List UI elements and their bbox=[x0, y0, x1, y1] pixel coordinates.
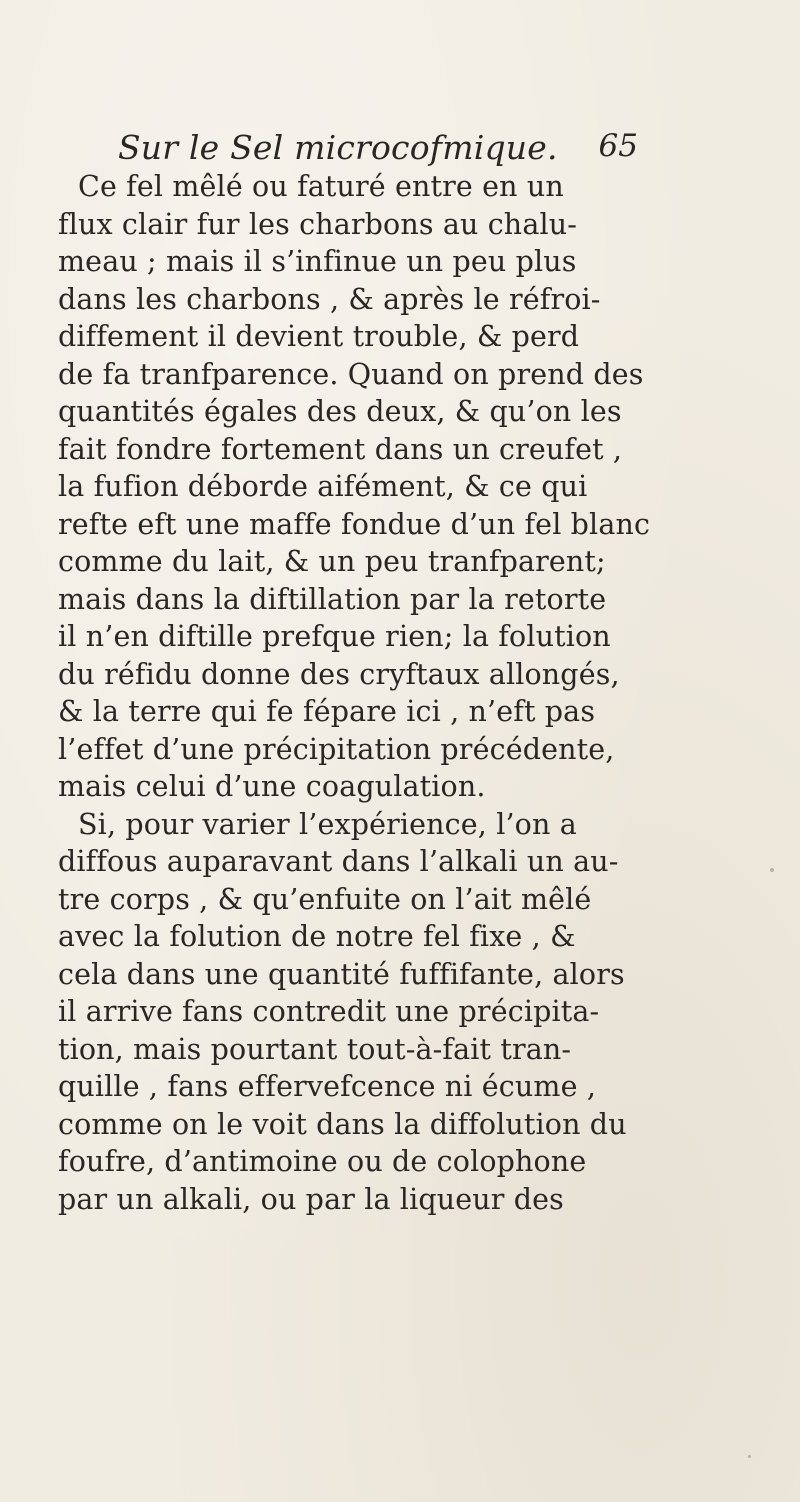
text-line: comme on le voit dans la diffolution du bbox=[58, 1107, 627, 1141]
text-line: comme du lait, & un peu tranfparent; bbox=[58, 545, 606, 578]
text-line: Ce fel mêlé ou faturé entre en un bbox=[78, 170, 564, 203]
text-line: tion, mais pourtant tout-à-fait tran- bbox=[58, 1032, 572, 1066]
text-line: flux clair fur les charbons au chalu- bbox=[58, 207, 578, 241]
text-line: quille , fans effervefcence ni écume , bbox=[58, 1070, 597, 1103]
text-line: mais dans la diftillation par la retorte bbox=[58, 582, 607, 616]
text-line: par un alkali, ou par la liqueur des bbox=[58, 1182, 564, 1216]
text-line: tre corps , & qu’enfuite on l’ait mêlé bbox=[58, 882, 592, 916]
text-line: foufre, d’antimoine ou de colophone bbox=[58, 1145, 587, 1178]
text-line: cela dans une quantité fuffifante, alors bbox=[58, 957, 625, 991]
text-line: quantités égales des deux, & qu’on les bbox=[58, 395, 622, 428]
text-line: diffous auparavant dans l’alkali un au- bbox=[58, 845, 619, 878]
text-line: il arrive fans contredit une précipita- bbox=[58, 995, 600, 1028]
running-title: Sur le Sel microcofmique. bbox=[118, 128, 558, 167]
text-line: fait fondre fortement dans un creufet , bbox=[58, 432, 623, 466]
text-line: mais celui d’une coagulation. bbox=[58, 770, 486, 803]
page-header bbox=[118, 128, 638, 172]
paper-speck bbox=[748, 1455, 751, 1458]
text-line: dans les charbons , & après le réfroi- bbox=[58, 282, 601, 316]
text-line: refte eft une maffe fondue d’un fel blanc bbox=[58, 507, 651, 541]
text-line: l’effet d’une précipitation précédente, bbox=[58, 732, 615, 766]
text-line: de fa tranfparence. Quand on prend des bbox=[58, 357, 644, 391]
body-text bbox=[58, 168, 758, 1218]
text-line: diffement il devient trouble, & perd bbox=[58, 320, 580, 353]
text-line: la fufion déborde aifément, & ce qui bbox=[58, 470, 588, 503]
text-line: du réfidu donne des cryftaux allongés, bbox=[58, 657, 620, 691]
text-line: Si, pour varier l’expérience, l’on a bbox=[78, 807, 577, 841]
page-number: 65 bbox=[598, 128, 638, 164]
text-line: & la terre qui fe fépare ici , n’eft pas bbox=[58, 695, 596, 728]
text-line: avec la folution de notre fel fixe , & bbox=[58, 920, 576, 953]
paper-speck bbox=[770, 868, 774, 872]
text-line: il n’en diftille prefque rien; la folution bbox=[58, 620, 611, 653]
text-line: meau ; mais il s’infinue un peu plus bbox=[58, 245, 577, 278]
